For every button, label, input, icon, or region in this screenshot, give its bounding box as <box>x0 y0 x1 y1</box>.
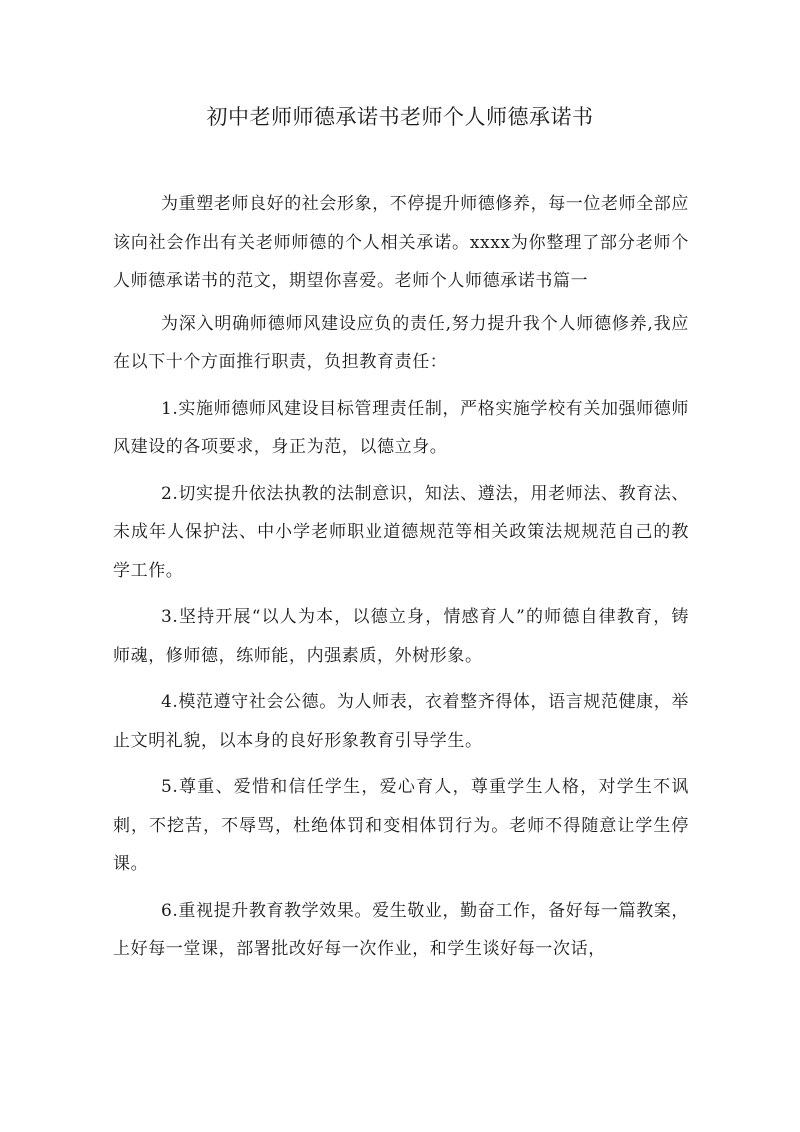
document-body <box>113 185 689 977</box>
paragraph-item-4: 4.模范遵守社会公德。为人师表，衣着整齐得体，语言规范健康，举止文明礼貌，以本身的良好形象教育引导学生。 <box>113 692 689 751</box>
document-title: 初中老师师德承诺书老师个人师德承诺书 <box>206 105 594 129</box>
paragraph-preamble: 为深入明确师德师风建设应负的责任,努力提升我个人师德修养,我应在以下十个方面推行职责，负担教育责任： <box>113 313 689 372</box>
paragraph-item-3: 3.坚持开展“以人为本，以德立身，情感育人”的师德自律教育，铸师魂，修师德，练师能，内强素质，外树形象。 <box>113 607 689 666</box>
paragraph-item-6: 6.重视提升教育教学效果。爱生敬业，勤奋工作，备好每一篇教案，上好每一堂课，部署批改好每一次作业，和学生谈好每一次话， <box>113 900 689 959</box>
paragraph-item-5: 5.尊重、爱惜和信任学生，爱心育人，尊重学生人格，对学生不讽刺，不挖苦，不辱骂，杜绝体罚和变相体罚行为。老师不得随意让学生停课。 <box>113 777 689 874</box>
paragraph-item-1: 1.实施师德师风建设目标管理责任制，严格实施学校有关加强师德师风建设的各项要求，身正为范，以德立身。 <box>113 398 689 457</box>
paragraph-intro: 为重塑老师良好的社会形象，不停提升师德修养，每一位老师全部应该向社会作出有关老师师德的个人相关承诺。xxxx为你整理了部分老师个人师德承诺书的范文，期望你喜爱。老师个人师德承诺书篇一 <box>113 194 689 291</box>
paragraph-item-2: 2.切实提升依法执教的法制意识，知法、遵法，用老师法、教育法、未成年人保护法、中小学老师职业道德规范等相关政策法规规范自己的教学工作。 <box>113 483 689 581</box>
